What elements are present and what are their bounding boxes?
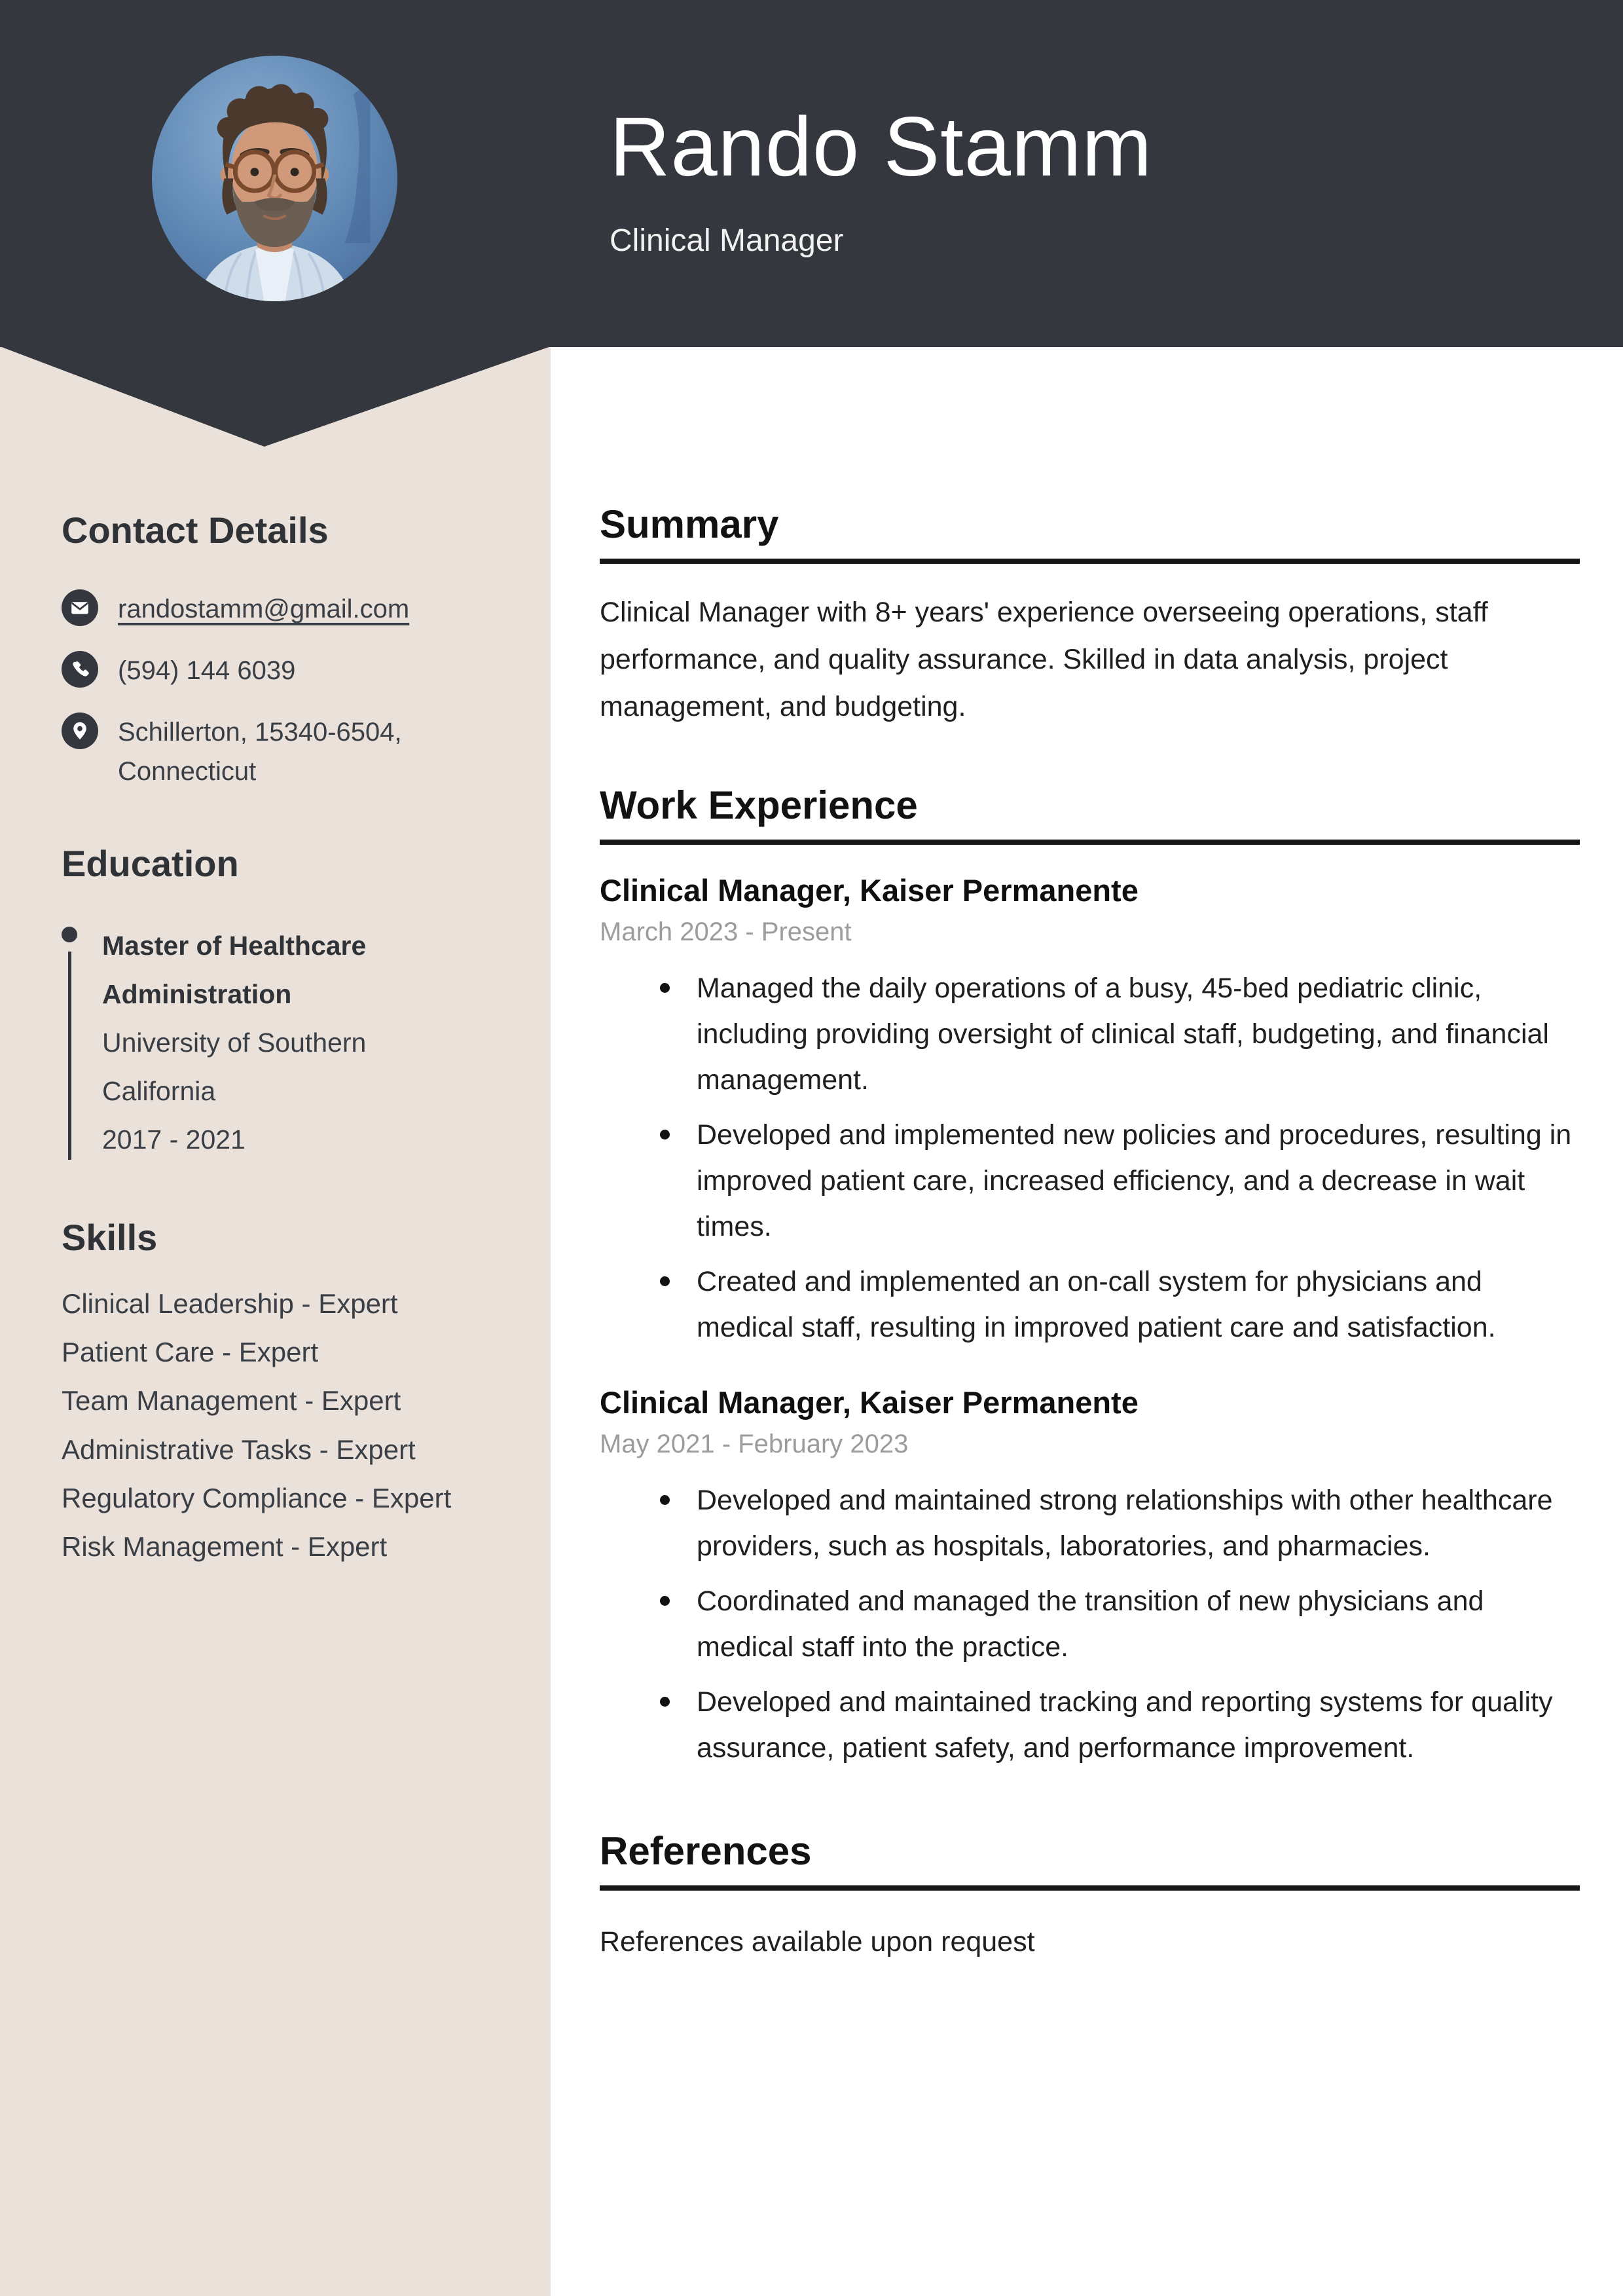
education-timeline-marker — [62, 921, 77, 1164]
contact-row-phone — [62, 651, 511, 690]
main-column — [551, 347, 1623, 2296]
timeline-line — [68, 952, 71, 1160]
education-entry-text — [102, 921, 429, 1164]
job-bullet: Developed and maintained strong relationships with other healthcare providers, such as hospitals, laboratories, and pharmacies. — [697, 1477, 1580, 1569]
education-degree: Master of Healthcare Administration — [102, 931, 367, 1009]
summary-text: Clinical Manager with 8+ years' experience overseeing operations, staff performance, and quality assurance. Skilled in data analysis, project management, and budgeting. — [600, 597, 1488, 722]
references-text: References available upon request — [600, 1926, 1035, 1957]
job-bullet: Developed and maintained tracking and reporting systems for quality assurance, patient safety, and performance improvement. — [697, 1679, 1580, 1771]
contact-row-email — [62, 589, 511, 629]
job-bullet: Managed the daily operations of a busy, 45-bed pediatric clinic, including providing oversight of clinical staff, budgeting, and financial management. — [697, 965, 1580, 1103]
education-entry — [62, 921, 511, 1164]
person-name: Rando Stamm — [610, 100, 1153, 194]
skill-item: Patient Care - Expert — [62, 1337, 319, 1368]
skills-heading: Skills — [62, 1217, 158, 1258]
contact-phone-value: (594) 144 6039 — [118, 656, 296, 685]
job-bullet: Created and implemented an on-call system for physicians and medical staff, resulting in improved patient care and satisfaction. — [697, 1259, 1580, 1350]
work-experience-heading: Work Experience — [600, 783, 918, 827]
summary-divider — [600, 559, 1580, 564]
work-experience-divider — [600, 840, 1580, 845]
contact-list — [62, 589, 511, 791]
summary-heading: Summary — [600, 502, 779, 546]
skill-item: Risk Management - Expert — [62, 1530, 388, 1562]
education-dates: 2017 - 2021 — [102, 1124, 246, 1155]
education-school: University of Southern California — [102, 1028, 367, 1106]
header-name-block — [610, 100, 1153, 259]
job-bullet-list — [600, 1477, 1580, 1771]
person-job-title: Clinical Manager — [610, 223, 844, 259]
skill-item: Administrative Tasks - Expert — [62, 1434, 416, 1465]
skill-item: Regulatory Compliance - Expert — [62, 1482, 452, 1513]
contact-location-line1: Schillerton, 15340-6504, — [118, 718, 402, 747]
job-title: Clinical Manager, Kaiser Permanente — [600, 873, 1139, 908]
education-heading: Education — [62, 843, 239, 884]
contact-email-link[interactable]: randostamm@gmail.com — [118, 595, 410, 623]
references-heading: References — [600, 1829, 812, 1873]
email-icon — [62, 589, 98, 626]
job-dates: March 2023 - Present — [600, 917, 852, 946]
job-bullet: Developed and implemented new policies and procedures, resulting in improved patient care, increased efficiency, and a decrease in wait times. — [697, 1112, 1580, 1250]
skill-item: Clinical Leadership - Expert — [62, 1288, 398, 1319]
job-bullet-list — [600, 965, 1580, 1350]
contact-details-heading: Contact Details — [62, 509, 329, 551]
skill-item: Team Management - Expert — [62, 1385, 401, 1416]
job-title: Clinical Manager, Kaiser Permanente — [600, 1385, 1139, 1420]
location-icon — [62, 713, 98, 749]
contact-row-location — [62, 713, 511, 791]
timeline-dot-icon — [62, 927, 77, 942]
profile-photo — [152, 56, 397, 301]
sidebar — [0, 347, 551, 2296]
profile-photo-image — [152, 56, 397, 301]
phone-icon — [62, 651, 98, 688]
job-bullet: Coordinated and managed the transition of new physicians and medical staff into the practice. — [697, 1578, 1580, 1670]
contact-location-line2: Connecticut — [118, 757, 257, 786]
references-divider — [600, 1885, 1580, 1891]
contact-location-value — [118, 713, 402, 791]
job-dates: May 2021 - February 2023 — [600, 1430, 909, 1458]
skills-list — [62, 1289, 511, 1562]
